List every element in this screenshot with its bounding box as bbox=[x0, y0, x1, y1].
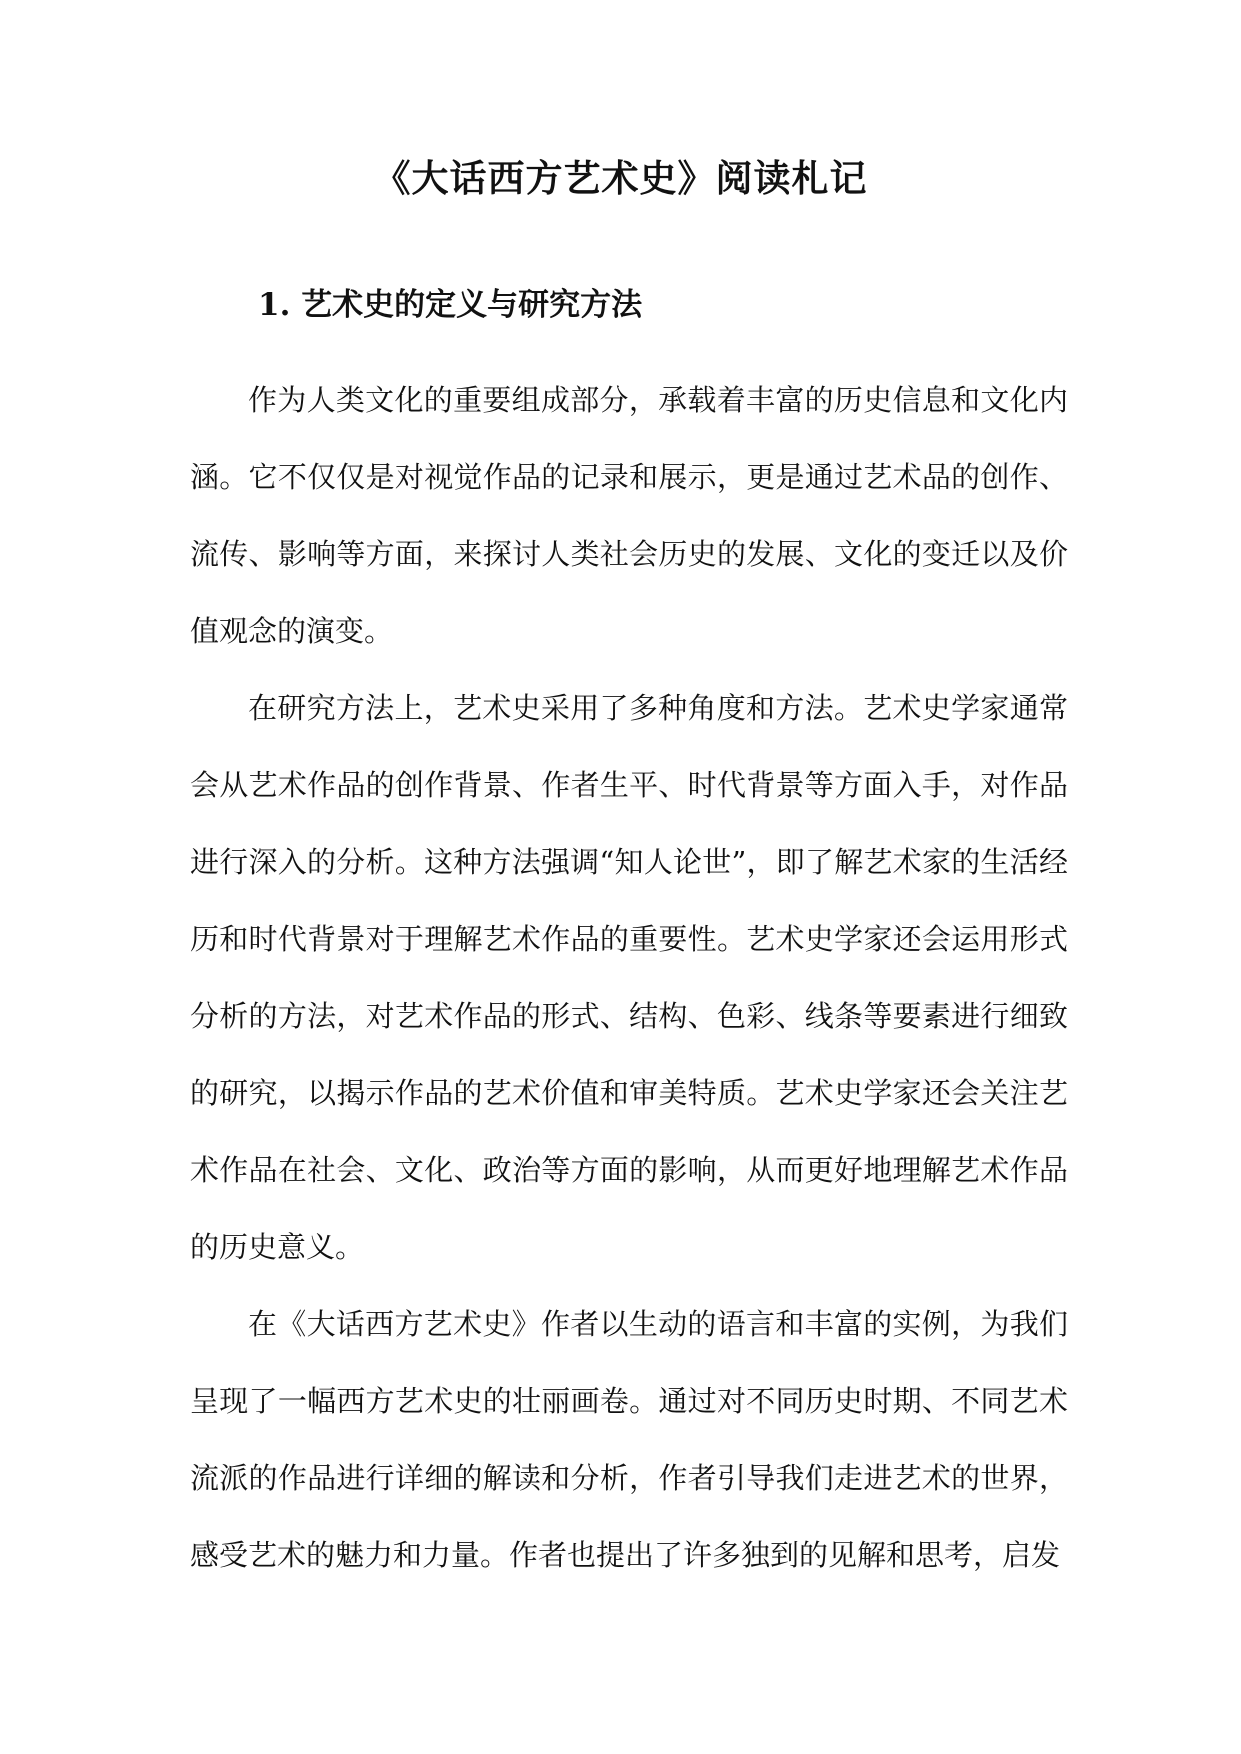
section-heading: 1. 艺术史的定义与研究方法 bbox=[258, 287, 643, 323]
paragraph: 在《大话西方艺术史》作者以生动的语言和丰富的实例，为我们呈现了一幅西方艺术史的壮丽画卷。通过对不同历史时期、不同艺术流派的作品进行详细的解读和分析，作者引导我们走进艺术的世界，感受艺术的魅力和力量。作者也提出了许多独到的见解和思考，启发 bbox=[190, 1307, 1068, 1572]
document-title: 《大话西方艺术史》阅读札记 bbox=[373, 156, 868, 200]
paragraph: 作为人类文化的重要组成部分，承载着丰富的历史信息和文化内涵。它不仅仅是对视觉作品的记录和展示，更是通过艺术品的创作、流传、影响等方面，来探讨人类社会历史的发展、文化的变迁以及价值观念的演变。 bbox=[190, 383, 1068, 648]
body-text bbox=[190, 362, 1068, 1594]
paragraph: 在研究方法上，艺术史采用了多种角度和方法。艺术史学家通常会从艺术作品的创作背景、作者生平、时代背景等方面入手，对作品进行深入的分析。这种方法强调“知人论世”，即了解艺术家的生活经历和时代背景对于理解艺术作品的重要性。艺术史学家还会运用形式分析的方法，对艺术作品的形式、结构、色彩、线条等要素进行细致的研究，以揭示作品的艺术价值和审美特质。艺术史学家还会关注艺术作品在社会、文化、政治等方面的影响，从而更好地理解艺术作品的历史意义。 bbox=[190, 691, 1068, 1264]
